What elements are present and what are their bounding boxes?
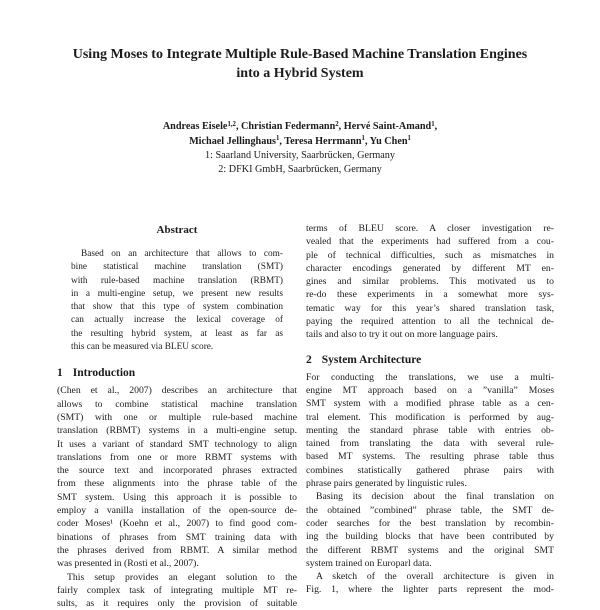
text-line: paying the required attention to all the technical de- (306, 316, 554, 328)
text-line: engine MT approach based on a ”vanilla” Moses (306, 384, 554, 396)
text-line: translation (RBMT) systems in a multi-engine setup. (57, 425, 297, 437)
section-number: 1 (57, 367, 63, 380)
author-name: Andreas Eisele$^{1,2}$, (162, 120, 242, 132)
text-line: fairly complex task of integrating multiple MT re- (57, 584, 297, 596)
text-line: gines and similar problems. This motivated us to (306, 276, 554, 288)
text-line: Fig. 1, where the lighter parts represent the mod- (306, 584, 554, 596)
affiliation-line-2: 2: DFKI GmbH, Saarbrücken, Germany (218, 163, 382, 175)
text-line: tematic way for this year’s shared translation task, (306, 302, 554, 314)
text-line: A sketch of the overall architecture is given in (316, 571, 554, 583)
text-line: can actually increase the lexical coverage of (71, 315, 283, 326)
title-line-1: Using Moses to Integrate Multiple Rule-Based Machine Translation Engines (72, 47, 528, 62)
text-line: the source text and incorporated phrases extracted (57, 465, 297, 477)
title-line-2: into a Hybrid System (236, 65, 364, 81)
text-line: combines statistically gathered phrase pairs with (306, 464, 554, 476)
text-line: was presented in (Rosti et al., 2007). (57, 558, 199, 570)
text-line: ple of technical difficulties, such as mismatches in (306, 249, 554, 261)
text-line: that show that this type of system combination (71, 302, 283, 313)
text-line: This setup provides an elegant solution to the (67, 571, 297, 583)
two-column-body (57, 220, 554, 610)
text-line: vealed that the experiments had suffered from a cou- (306, 236, 554, 248)
author-name: Yu Chen$^1$ (369, 135, 411, 147)
section-title: Introduction (72, 367, 136, 380)
intro-paragraph-1 (57, 384, 297, 570)
author-name: Christian Federmann$^2$, (241, 120, 344, 132)
author-separator: , (434, 121, 438, 132)
text-line: the phrases derived from RBMT. A similar method (57, 544, 297, 556)
author-separator: , (279, 135, 285, 147)
author-name: Teresa Herrmann$^1$, (284, 135, 370, 147)
author-separator: , (235, 121, 242, 132)
author-name: Michael Jellinghaus$^1$, (189, 135, 285, 147)
text-line: character encodings generated by different MT en- (306, 262, 554, 274)
text-line: binations of phrases from SMT training data with (57, 531, 297, 543)
text-line: the resulting hybrid system, at least as far as (71, 328, 283, 339)
text-line: re-do these experiments in a somewhat more sys- (306, 289, 554, 301)
text-line: tral element. This modification is performed by aug- (306, 411, 554, 423)
authors-block (40, 120, 560, 176)
text-line: SMT system. Using this approach it is possible to (57, 491, 297, 503)
author-separator: , (338, 121, 344, 132)
author-superscript: 1 (407, 135, 411, 143)
author-line-1 (40, 120, 560, 135)
text-line: ing the building blocks that have been contributed by (306, 531, 554, 543)
text-line: the different RBMT systems and the original SMT (306, 544, 554, 556)
text-line: coder searches for the best translation by recombin- (306, 517, 554, 529)
author-superscript: 1 (361, 135, 365, 143)
author-superscript: 1 (275, 135, 280, 143)
text-line: coder Moses¹ (Koehn et al., 2007) to find good com- (57, 518, 297, 530)
text-line: the obtained ”combined” phrase table, the SMT de- (306, 504, 554, 516)
text-line: this can be measured via BLEU score. (71, 342, 214, 353)
author-separator: , (364, 135, 370, 147)
text-line: tails and also to try it out on more language pairs. (306, 329, 498, 341)
text-line: employ a vanilla installation of the open-source de- (57, 505, 297, 517)
text-line: from these alignments into the phrase table of the (57, 478, 297, 490)
intro-paragraph-2 (57, 571, 297, 610)
text-line: (SMT) with one or multiple rule-based machine (57, 411, 297, 423)
section-title: System Architecture (321, 353, 422, 366)
text-line: tained from translating the data with several rule- (306, 438, 554, 450)
left-column (57, 220, 297, 610)
author-name: Hervé Saint-Amand$^1$, (343, 120, 438, 132)
text-line: based MT systems. The resulting phrase table thus (306, 451, 554, 463)
text-line: allows to combine statistical machine translation (57, 398, 297, 410)
text-line: Based on an architecture that allows to com- (81, 249, 283, 259)
section-heading-introduction (57, 367, 297, 379)
section-heading-system-architecture (306, 354, 554, 366)
architecture-paragraph-3 (306, 570, 554, 597)
text-line: (Chen et al., 2007) describes an architecture that (57, 385, 297, 397)
text-line: phrase pairs generated by linguistic rules. (306, 478, 467, 490)
abstract-heading: Abstract (156, 224, 198, 236)
text-line: SMT system with a modified phrase table as a cen- (306, 398, 554, 410)
text-line: Basing its decision about the final translation on (316, 491, 554, 503)
author-superscript: 1 (431, 120, 435, 128)
section-number: 2 (306, 353, 312, 366)
affiliation-line-1: 1: Saarland University, Saarbrücken, Germany (204, 150, 395, 162)
text-line: menting the standard phrase table with entries ob- (306, 424, 554, 436)
text-line: For conducting the translations, we use a multi- (306, 371, 554, 383)
right-column (306, 220, 554, 600)
author-superscript: 1,2 (227, 120, 236, 128)
text-line: terms of BLEU score. A closer investigation re- (306, 223, 554, 234)
continuation-paragraph (306, 222, 554, 342)
page-title (30, 46, 570, 83)
text-line: It uses a variant of standard SMT technology to align (57, 438, 297, 450)
text-line: system trained on Europarl data. (306, 557, 432, 569)
abstract-paragraph (57, 248, 297, 354)
architecture-paragraph-1 (306, 371, 554, 491)
architecture-paragraph-2 (306, 490, 554, 570)
text-line: bine statistical machine translation (SMT) (71, 262, 283, 273)
author-superscript: 2 (335, 120, 339, 128)
text-line: translations from one or more RBMT systems with (57, 451, 297, 463)
text-line: sults, as it requires only the provision of suitable (57, 598, 297, 610)
text-line: with rule-based machine translation (RBMT) (71, 275, 283, 286)
text-line: in a multi-engine setup, we present new results (71, 288, 283, 299)
author-line-2 (40, 135, 560, 150)
